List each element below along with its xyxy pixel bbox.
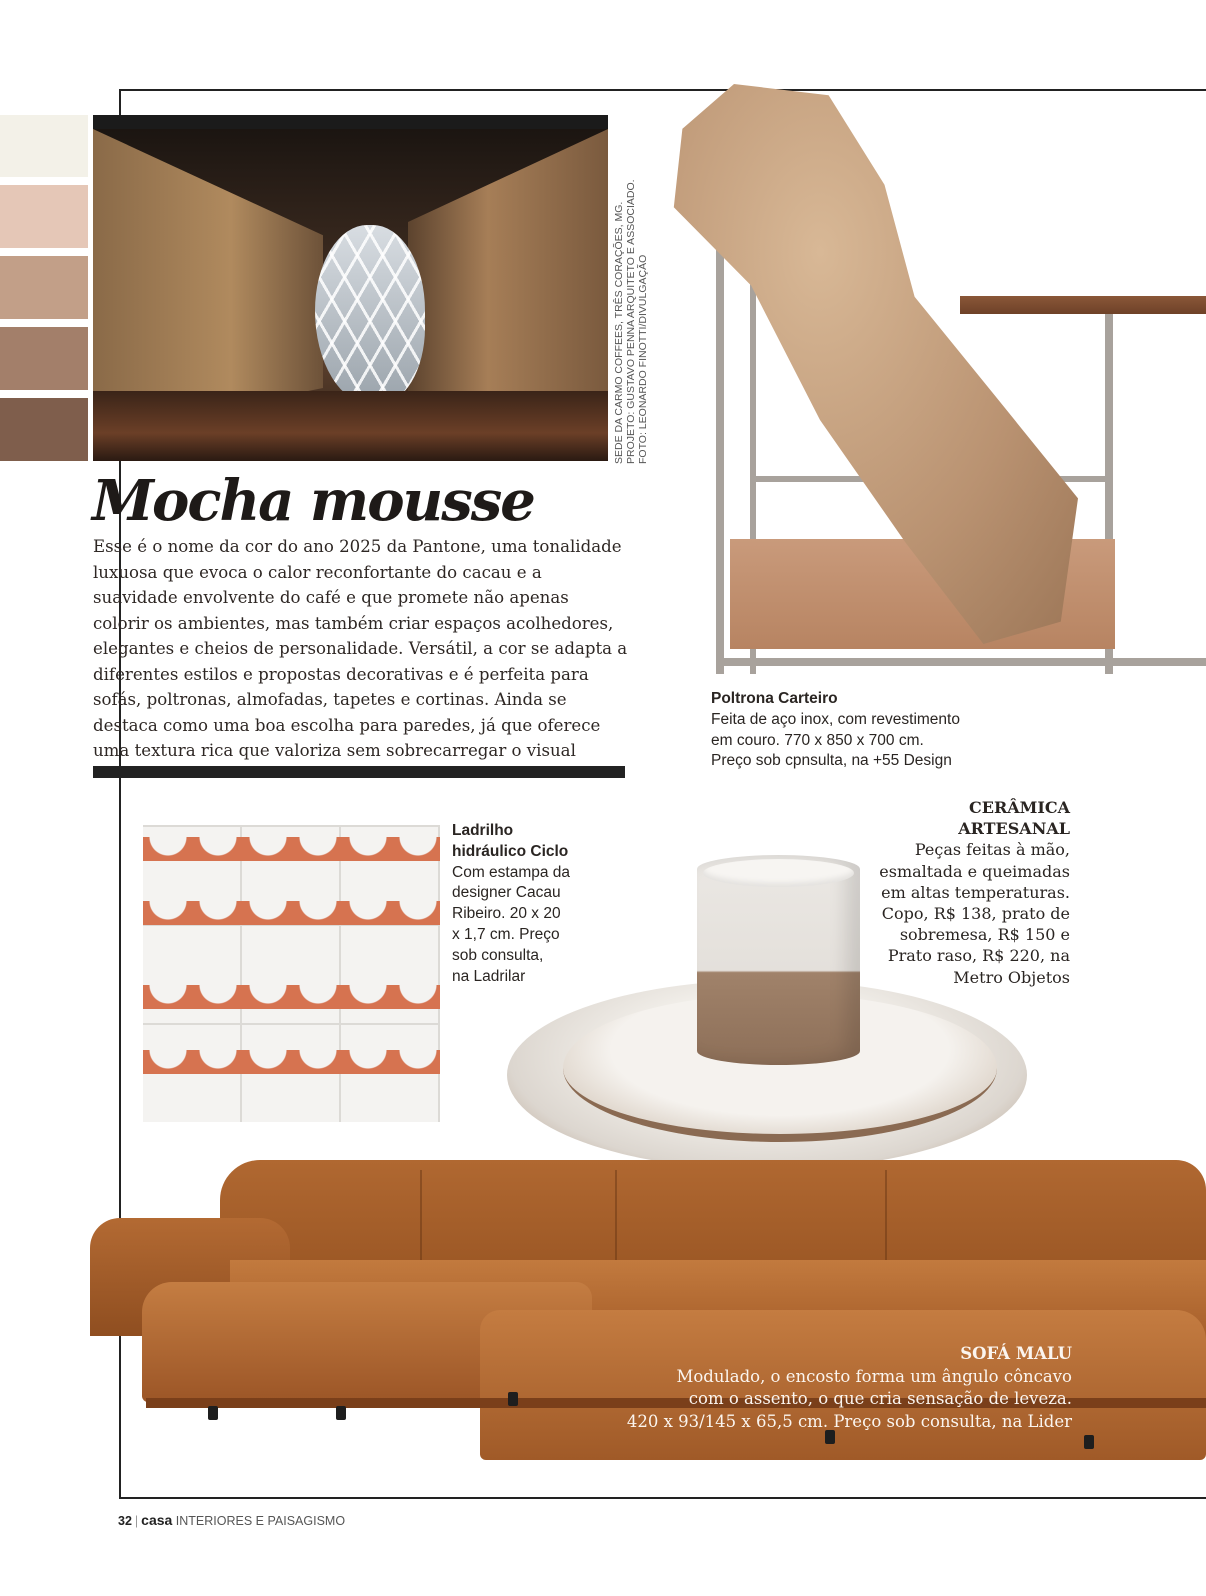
footer-separator: | [134,1514,139,1528]
ceramic-caption-line: Peças feitas à mão, [914,840,1070,860]
tile-caption-line: sob consulta, [452,946,544,964]
ceramic-caption-line: em altas temperaturas. [881,882,1070,902]
tile-caption-line: x 1,7 cm. Preço [452,925,560,943]
color-swatch-4 [0,327,88,390]
chair-caption-line: Feita de aço inox, com revestimento [711,710,960,728]
ceramic-caption-line: sobremesa, R$ 150 e [899,925,1070,945]
chair-photo [640,84,1206,684]
ceramic-caption-title: ARTESANAL [958,819,1070,839]
color-swatch-3 [0,256,88,319]
sofa-photo [90,1160,1206,1500]
sofa-caption-line: com o assento, o que cria sensação de leveza. [688,1389,1072,1408]
sofa-caption [627,1343,1072,1433]
tile-caption-line: na Ladrilar [452,967,526,985]
page-number: 32 [118,1514,132,1528]
ceramic-caption-line: Metro Objetos [953,967,1070,987]
chair-caption [711,689,960,772]
color-swatch-1 [0,115,88,177]
hydraulic-tile-photo [143,825,440,1122]
museum-photo [93,115,608,461]
tile-caption-line: Ribeiro. 20 x 20 [452,905,561,923]
ceramic-cup-photo [697,855,860,1065]
color-swatch-5 [0,398,88,461]
ceramic-caption-line: esmaltada e queimadas [879,861,1070,881]
chair-caption-line: em couro. 770 x 850 x 700 cm. [711,731,924,749]
magazine-section: INTERIORES E PAISAGISMO [175,1514,346,1528]
ceramic-caption [879,797,1070,988]
photo-credit-line: SEDE DA CARMO COFFEES, TRÊS CORAÇÕES, MG. [613,201,625,464]
article-lead: Esse é o nome da cor do ano 2025 da Pantone, uma tonalidade luxuosa que evoca o calor reconfortante do cacau e a suavidade envolvente do café e que promete não apenas colorir os ambientes, mas também criar espaços acolhedores, elegantes e cheios de personalidade. Versátil, a cor se adapta a diferentes estilos e propostas decorativas e é perfeita para sofás, poltronas, almofadas, tapetes e cortinas. Ainda se destaca como uma boa escolha para paredes, já que oferece uma textura rica que valoriza sem sobrecarregar o visual [93,537,628,760]
tile-caption-title: Ladrilho [452,822,514,839]
magazine-brand: casa [141,1512,173,1528]
tile-caption-line: Com estampa da [452,863,571,881]
chair-caption-title: Poltrona Carteiro [711,690,838,707]
photo-credit-line: PROJETO: GUSTAVO PENNA ARQUITETO E ASSOCIADO. [625,179,637,464]
tile-caption-title: hidráulico Ciclo [452,842,569,860]
page-footer [118,1512,345,1528]
color-swatch-2 [0,185,88,248]
photo-credit-line: FOTO: LEONARDO FINOTTI/DIVULGAÇÃO [637,254,649,464]
sofa-caption-line: Modulado, o encosto forma um ângulo côncavo [676,1366,1072,1386]
tile-caption [452,821,570,987]
lead-rule [93,766,625,778]
sofa-caption-line: 420 x 93/145 x 65,5 cm. Preço sob consulta, na Lider [626,1411,1072,1431]
chair-caption-line: Preço sob cpnsulta, na +55 Design [711,752,952,770]
ceramic-caption-title: CERÂMICA [969,798,1070,817]
ceramic-caption-line: Copo, R$ 138, prato de [881,904,1070,924]
article-headline: Mocha mousse [92,468,534,534]
tile-caption-line: designer Cacau [452,884,561,902]
ceramic-caption-line: Prato raso, R$ 220, na [887,946,1070,966]
sofa-caption-title: SOFÁ MALU [960,1344,1072,1363]
